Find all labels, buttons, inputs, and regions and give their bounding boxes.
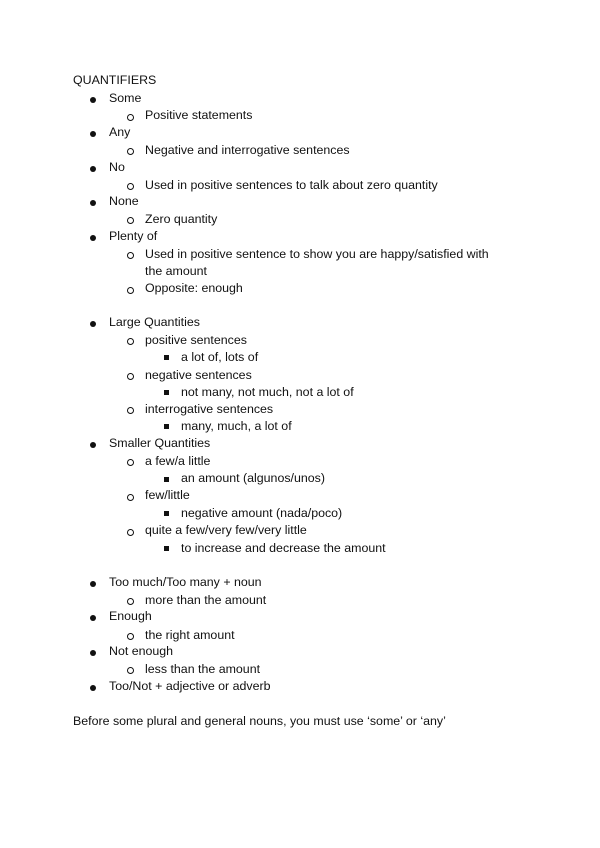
bullet-disc-icon: [90, 615, 96, 621]
sub-item: Negative and interrogative sentences: [145, 143, 350, 157]
bullet-circle-icon: [127, 148, 134, 155]
bullet-circle-icon: [127, 633, 134, 640]
bullet-disc-icon: [90, 581, 96, 587]
sub-sub-item: not many, not much, not a lot of: [181, 385, 354, 399]
bullet-circle-icon: [127, 667, 134, 674]
bullet-square-icon: [164, 355, 169, 360]
bullet-circle-icon: [127, 252, 134, 259]
bullet-disc-icon: [90, 321, 96, 327]
bullet-disc-icon: [90, 235, 96, 241]
list-item-any: Any: [109, 125, 131, 139]
sub-sub-item: an amount (algunos/unos): [181, 471, 325, 485]
bullet-square-icon: [164, 424, 169, 429]
bullet-circle-icon: [127, 183, 134, 190]
bullet-circle-icon: [127, 373, 134, 380]
bullet-circle-icon: [127, 459, 134, 466]
sub-item: a few/a little: [145, 454, 211, 468]
bullet-circle-icon: [127, 338, 134, 345]
sub-item: the right amount: [145, 628, 235, 642]
sub-sub-item: negative amount (nada/poco): [181, 506, 343, 520]
bullet-circle-icon: [127, 494, 134, 501]
bullet-circle-icon: [127, 407, 134, 414]
bullet-disc-icon: [90, 97, 96, 103]
bullet-square-icon: [164, 477, 169, 482]
list-item-not-enough: Not enough: [109, 644, 174, 658]
footer-note: Before some plural and general nouns, you must use ‘some’ or ‘any’: [73, 714, 446, 728]
sub-sub-item: many, much, a lot of: [181, 419, 292, 433]
list-item-no: No: [109, 160, 125, 174]
list-item-plenty-of: Plenty of: [109, 229, 158, 243]
bullet-circle-icon: [127, 114, 134, 121]
sub-item: interrogative sentences: [145, 402, 274, 416]
sub-item: few/little: [145, 488, 190, 502]
sub-item: negative sentences: [145, 368, 252, 382]
sub-item: more than the amount: [145, 593, 267, 607]
bullet-disc-icon: [90, 166, 96, 172]
list-item-large-quantities: Large Quantities: [109, 315, 200, 329]
bullet-circle-icon: [127, 287, 134, 294]
sub-item: quite a few/very few/very little: [145, 523, 307, 537]
sub-item: Opposite: enough: [145, 281, 243, 295]
sub-item: Used in positive sentence to show you are happy/satisfied with: [145, 247, 489, 261]
list-item-smaller-quantities: Smaller Quantities: [109, 436, 211, 450]
list-item-too-not: Too/Not + adjective or adverb: [109, 679, 271, 693]
sub-sub-item: a lot of, lots of: [181, 350, 259, 364]
list-item-enough: Enough: [109, 609, 152, 623]
bullet-circle-icon: [127, 598, 134, 605]
bullet-disc-icon: [90, 442, 96, 448]
sub-item: less than the amount: [145, 662, 261, 676]
bullet-square-icon: [164, 546, 169, 551]
bullet-disc-icon: [90, 200, 96, 206]
bullet-disc-icon: [90, 131, 96, 137]
bullet-square-icon: [164, 390, 169, 395]
bullet-circle-icon: [127, 217, 134, 224]
sub-item-continuation: the amount: [145, 264, 207, 278]
document-title: QUANTIFIERS: [73, 73, 157, 87]
list-item-too-much: Too much/Too many + noun: [109, 575, 262, 589]
bullet-square-icon: [164, 511, 169, 516]
sub-item: Positive statements: [145, 108, 253, 122]
bullet-disc-icon: [90, 685, 96, 691]
sub-item: Zero quantity: [145, 212, 218, 226]
sub-item: positive sentences: [145, 333, 247, 347]
sub-item: Used in positive sentences to talk about zero quantity: [145, 178, 438, 192]
bullet-disc-icon: [90, 650, 96, 656]
list-item-none: None: [109, 194, 139, 208]
bullet-circle-icon: [127, 529, 134, 536]
list-item-some: Some: [109, 91, 142, 105]
sub-sub-item: to increase and decrease the amount: [181, 541, 386, 555]
